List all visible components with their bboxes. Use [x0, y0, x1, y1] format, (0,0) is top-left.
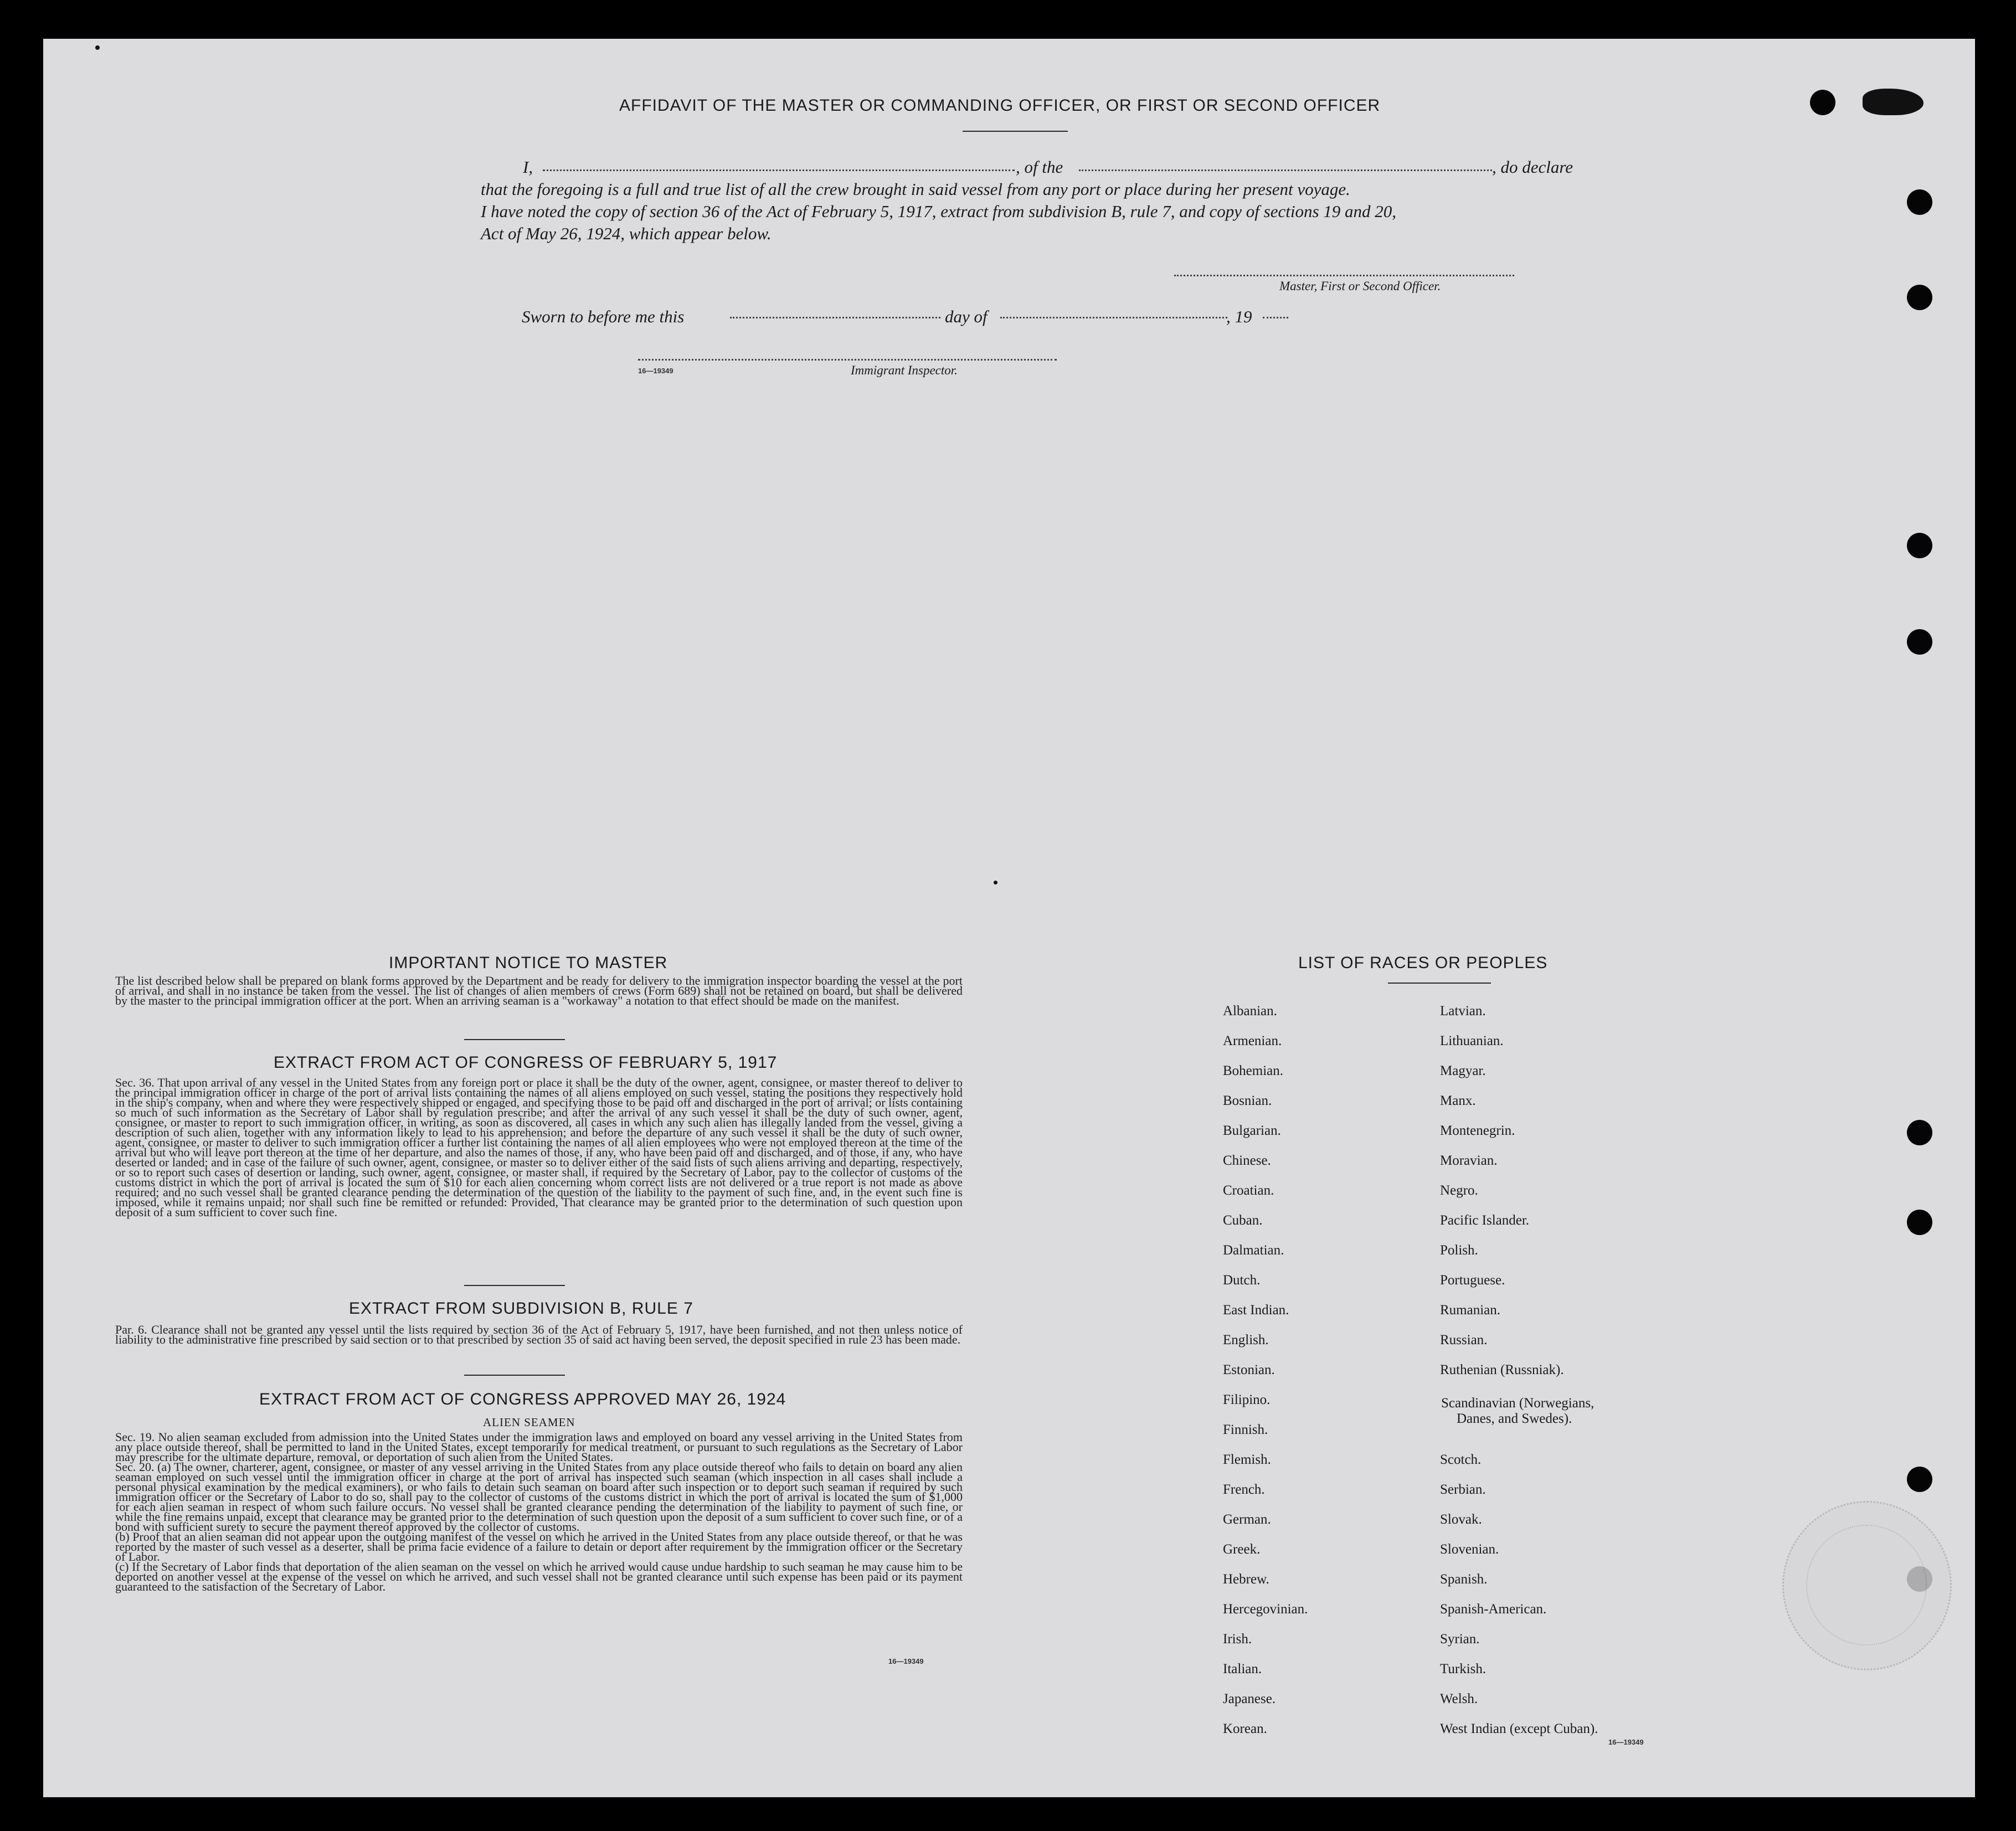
binder-hole	[1907, 285, 1932, 310]
master-signature-label: Master, First or Second Officer.	[1279, 279, 1441, 293]
race-item: Serbian.	[1440, 1482, 1486, 1497]
vessel-name-field[interactable]	[1079, 169, 1492, 171]
do-declare-label: , do declare	[1492, 157, 1573, 177]
embossed-seal	[1782, 1501, 1952, 1670]
race-item: Bulgarian.	[1223, 1123, 1281, 1138]
race-item: Irish.	[1223, 1632, 1252, 1647]
race-item: Pacific Islander.	[1440, 1213, 1530, 1228]
extract-1924-title: EXTRACT FROM ACT OF CONGRESS APPROVED MAY 26, 1924	[259, 1390, 786, 1408]
race-item: Italian.	[1223, 1662, 1262, 1676]
race-item: Armenian.	[1223, 1033, 1282, 1048]
race-item: Negro.	[1440, 1183, 1478, 1198]
sec-20b-text: (b) Proof that an alien seaman did not appear upon the outgoing manifest of the vessel on which he arrived in the United States from any place outside thereof, or that he was reported by the master of such vessel as a deserter, shall be prima facie evidence of a failure to detain or deport after requirement by the immigration officer or the Secretary of Labor.	[115, 1530, 963, 1563]
form-number: 16—19349	[638, 367, 673, 375]
master-signature-field[interactable]	[1174, 275, 1514, 276]
section-rule	[464, 1039, 565, 1040]
race-item: Hercegovinian.	[1223, 1602, 1308, 1617]
sec-19-text: Sec. 19. No alien seaman excluded from admission into the United States under the immigration laws and employed on board any vessel arriving in the United States from any place outside thereof, shall be permitted to land in the United States, except temporarily for medical treatment, or pursuant to such regulations as the Secretary of Labor may prescribe for the ultimate departure, removal, or deportation of such alien from the United States.	[115, 1430, 963, 1464]
form-number: 16—19349	[888, 1657, 924, 1665]
sworn-month-field[interactable]	[1000, 317, 1227, 318]
affidavit-line-3: I have noted the copy of section 36 of the Act of February 5, 1917, extract from subdivision B, rule 7, and copy of sections 19 and 20,	[481, 202, 1397, 221]
embossed-seal-ring	[1806, 1525, 1927, 1645]
race-item: Rumanian.	[1440, 1303, 1501, 1318]
form-number: 16—19349	[1608, 1738, 1644, 1746]
race-item: Filipino.	[1223, 1392, 1271, 1407]
extract-1924-sections	[115, 1432, 963, 1592]
binder-hole	[1907, 189, 1932, 215]
binder-hole	[1907, 629, 1932, 655]
race-item: Korean.	[1223, 1721, 1267, 1736]
race-item: Chinese.	[1223, 1153, 1271, 1168]
race-item: Manx.	[1440, 1093, 1476, 1108]
section-rule	[464, 1285, 565, 1286]
rule7-title: EXTRACT FROM SUBDIVISION B, RULE 7	[349, 1299, 693, 1318]
race-item: Flemish.	[1223, 1452, 1271, 1467]
race-item: Bosnian.	[1223, 1093, 1272, 1108]
race-item: Albanian.	[1223, 1004, 1277, 1019]
race-item: Scandinavian (Norwegians,	[1441, 1396, 1595, 1411]
sec-20a-text: Sec. 20. (a) The owner, charterer, agent, consignee, or master of any vessel arriving in the United States from any place outside thereof who fails to detain on board any alien seaman employed on such vessel until the immigration officer in charge at the port of arrival has inspected such seaman (which inspection in all cases shall include a personal physical examination by the medical examiners), or who fails to detain such seaman on board after such inspection or to deport such seaman if required by such immigration officer or the Secretary of Labor to do so, shall pay to the collector of customs of the customs district in which the port of arrival is located the sum of $1,000 for each alien seaman in respect of whom such failure occurs. No vessel shall be granted clearance pending the determination of the liability to payment of such fine, or while the fine remains unpaid, except that clearance may be granted prior to the determination of such question upon the deposit of a sum sufficient to cover such fine, or of a bond with sufficient surety to secure the payment thereof approved by the collector of customs.	[115, 1460, 963, 1534]
document-page	[43, 39, 1975, 1797]
race-item: Slovak.	[1440, 1512, 1482, 1527]
race-item: Spanish.	[1440, 1572, 1488, 1587]
race-item: Welsh.	[1440, 1691, 1478, 1706]
race-item: Danes, and Swedes).	[1457, 1411, 1572, 1426]
race-item: Lithuanian.	[1440, 1033, 1504, 1048]
sec-20c-text: (c) If the Secretary of Labor finds that deportation of the alien seaman on the vessel on which he arrived would cause undue hardship to such seaman he may cause him to be deported on another vessel at the expense of the vessel on which he arrived, and such vessel shall not be granted clearance until such expense has been paid or its payment guaranteed to the satisfaction of the Secretary of Labor.	[115, 1560, 963, 1593]
race-item: Hebrew.	[1223, 1572, 1269, 1587]
extract-1924-subtitle: ALIEN SEAMEN	[483, 1416, 575, 1429]
inspector-label: Immigrant Inspector.	[851, 363, 958, 377]
race-item: Greek.	[1223, 1542, 1261, 1557]
binder-hole	[1907, 1210, 1932, 1235]
affidavit-line-4: Act of May 26, 1924, which appear below.	[481, 224, 772, 243]
race-item: English.	[1223, 1333, 1269, 1347]
race-item: Polish.	[1440, 1243, 1478, 1258]
race-item: French.	[1223, 1482, 1265, 1497]
affidavit-title: AFFIDAVIT OF THE MASTER OR COMMANDING OFFICER, OR FIRST OR SECOND OFFICER	[619, 96, 1381, 115]
race-item: Japanese.	[1223, 1691, 1276, 1706]
binder-hole	[1907, 1120, 1932, 1145]
of-the-label: , of the	[1016, 157, 1063, 177]
title-rule	[963, 131, 1068, 132]
section-rule	[464, 1375, 565, 1376]
notice-body: The list described below shall be prepared on blank forms approved by the Department and be ready for delivery to the immigration inspector boarding the vessel at the port of arrival, and shall in no instance be taken from the vessel. The list of changes of alien members of crews (Form 689) shall not be retained on board, but shall be delivered by the master to the principal immigration officer at the port. When an arriving seaman is a "workaway" a notation to that effect should be made on the manifest.	[115, 974, 963, 1007]
race-item: Estonian.	[1223, 1362, 1275, 1377]
declarant-name-field[interactable]	[543, 169, 1015, 171]
extract-1917-body: Sec. 36. That upon arrival of any vessel in the United States from any foreign port or place it shall be the duty of the owner, agent, consignee, or master thereof to deliver to the principal immigration officer in charge of the port of arrival lists containing the names of all aliens employed on such vessel, stating the positions they respectively hold in the ship's company, when and where they were respectively shipped or engaged, and specifying those to be paid off and discharged in the port of arrival; or lists containing so much of such information as the Secretary of Labor shall by regulation prescribe; and after the arrival of any such vessel it shall be the duty of such owner, agent, consignee, or master to report to such immigration officer, in writing, as soon as discovered, all cases in which any such alien has illegally landed from the vessel, giving a description of such alien, together with any information likely to lead to his apprehension; and before the departure of any such vessel it shall be the duty of such owner, agent, consignee, or master to deliver to such immigration officer a further list containing the names of all alien employees who were not employed thereon at the time of the arrival but who will leave port thereon at the time of her departure, and also the names of those, if any, who have been paid off and discharged, and of those, if any, who have deserted or landed; and in case of the failure of such owner, agent, consignee, or master so to deliver either of the said lists of such aliens arriving and departing, respectively, or so to report such cases of desertion or landing, such owner, agent, consignee, or master shall, if required by the Secretary of Labor, pay to the collector of customs of the customs district in which the port of arrival is located the sum of $10 for each alien concerning whom correct lists are not delivered or a true report is not made as above required; and no such vessel shall be granted clearance pending the determination of the question of the liability to the payment of such fine, and, in the event such fine is imposed, while it remains unpaid; nor shall such fine be remitted or refunded: Provided, That clearance may be granted prior to the determination of such question upon deposit of a sum sufficient to cover such fine.	[115, 1076, 963, 1219]
sworn-year-field[interactable]	[1263, 317, 1288, 318]
inspector-signature-field[interactable]	[638, 359, 1057, 361]
race-item: Scotch.	[1440, 1452, 1482, 1467]
race-item: Ruthenian (Russniak).	[1440, 1362, 1564, 1377]
extract-1917-title: EXTRACT FROM ACT OF CONGRESS OF FEBRUARY 5, 1917	[274, 1053, 778, 1072]
race-item: Russian.	[1440, 1333, 1488, 1347]
binder-hole	[1810, 90, 1835, 115]
binder-hole	[1907, 533, 1932, 558]
race-item: Montenegrin.	[1440, 1123, 1515, 1138]
i-label: I,	[523, 157, 533, 177]
race-item: Croatian.	[1223, 1183, 1274, 1198]
race-item: German.	[1223, 1512, 1271, 1527]
sworn-day-label: day of	[945, 307, 988, 326]
race-item: East Indian.	[1223, 1303, 1289, 1318]
races-title-rule	[1388, 983, 1491, 984]
sworn-prefix: Sworn to before me this	[522, 307, 685, 326]
race-item: Bohemian.	[1223, 1063, 1284, 1078]
race-item: Syrian.	[1440, 1632, 1480, 1647]
race-item: Moravian.	[1440, 1153, 1498, 1168]
race-item: West Indian (except Cuban).	[1440, 1721, 1598, 1736]
races-title: LIST OF RACES OR PEOPLES	[1298, 954, 1548, 972]
race-item: Dutch.	[1223, 1273, 1261, 1288]
ink-blot	[1863, 89, 1924, 115]
race-item: Spanish-American.	[1440, 1602, 1547, 1617]
race-item: Dalmatian.	[1223, 1243, 1284, 1258]
sworn-day-field[interactable]	[730, 317, 940, 318]
race-item: Finnish.	[1223, 1422, 1268, 1437]
race-item: Cuban.	[1223, 1213, 1263, 1228]
race-item: Turkish.	[1440, 1662, 1487, 1676]
ink-speck	[95, 45, 100, 50]
race-item: Slovenian.	[1440, 1542, 1499, 1557]
ink-speck	[994, 881, 997, 884]
sworn-year-label: , 19	[1226, 307, 1252, 326]
rule7-body: Par. 6. Clearance shall not be granted any vessel until the lists required by section 36 of the Act of February 5, 1917, have been furnished, and not then unless notice of liability to the administrative fine prescribed by said section or to that prescribed by section 35 of said act having been served, the deposit specified in rule 23 has been made.	[115, 1323, 963, 1346]
race-item: Portuguese.	[1440, 1273, 1505, 1288]
notice-title: IMPORTANT NOTICE TO MASTER	[389, 954, 668, 972]
race-item: Magyar.	[1440, 1063, 1486, 1078]
affidavit-line-2: that the foregoing is a full and true list of all the crew brought in said vessel from any port or place during her present voyage.	[481, 179, 1350, 199]
binder-hole	[1907, 1467, 1932, 1492]
race-item: Latvian.	[1440, 1004, 1486, 1019]
